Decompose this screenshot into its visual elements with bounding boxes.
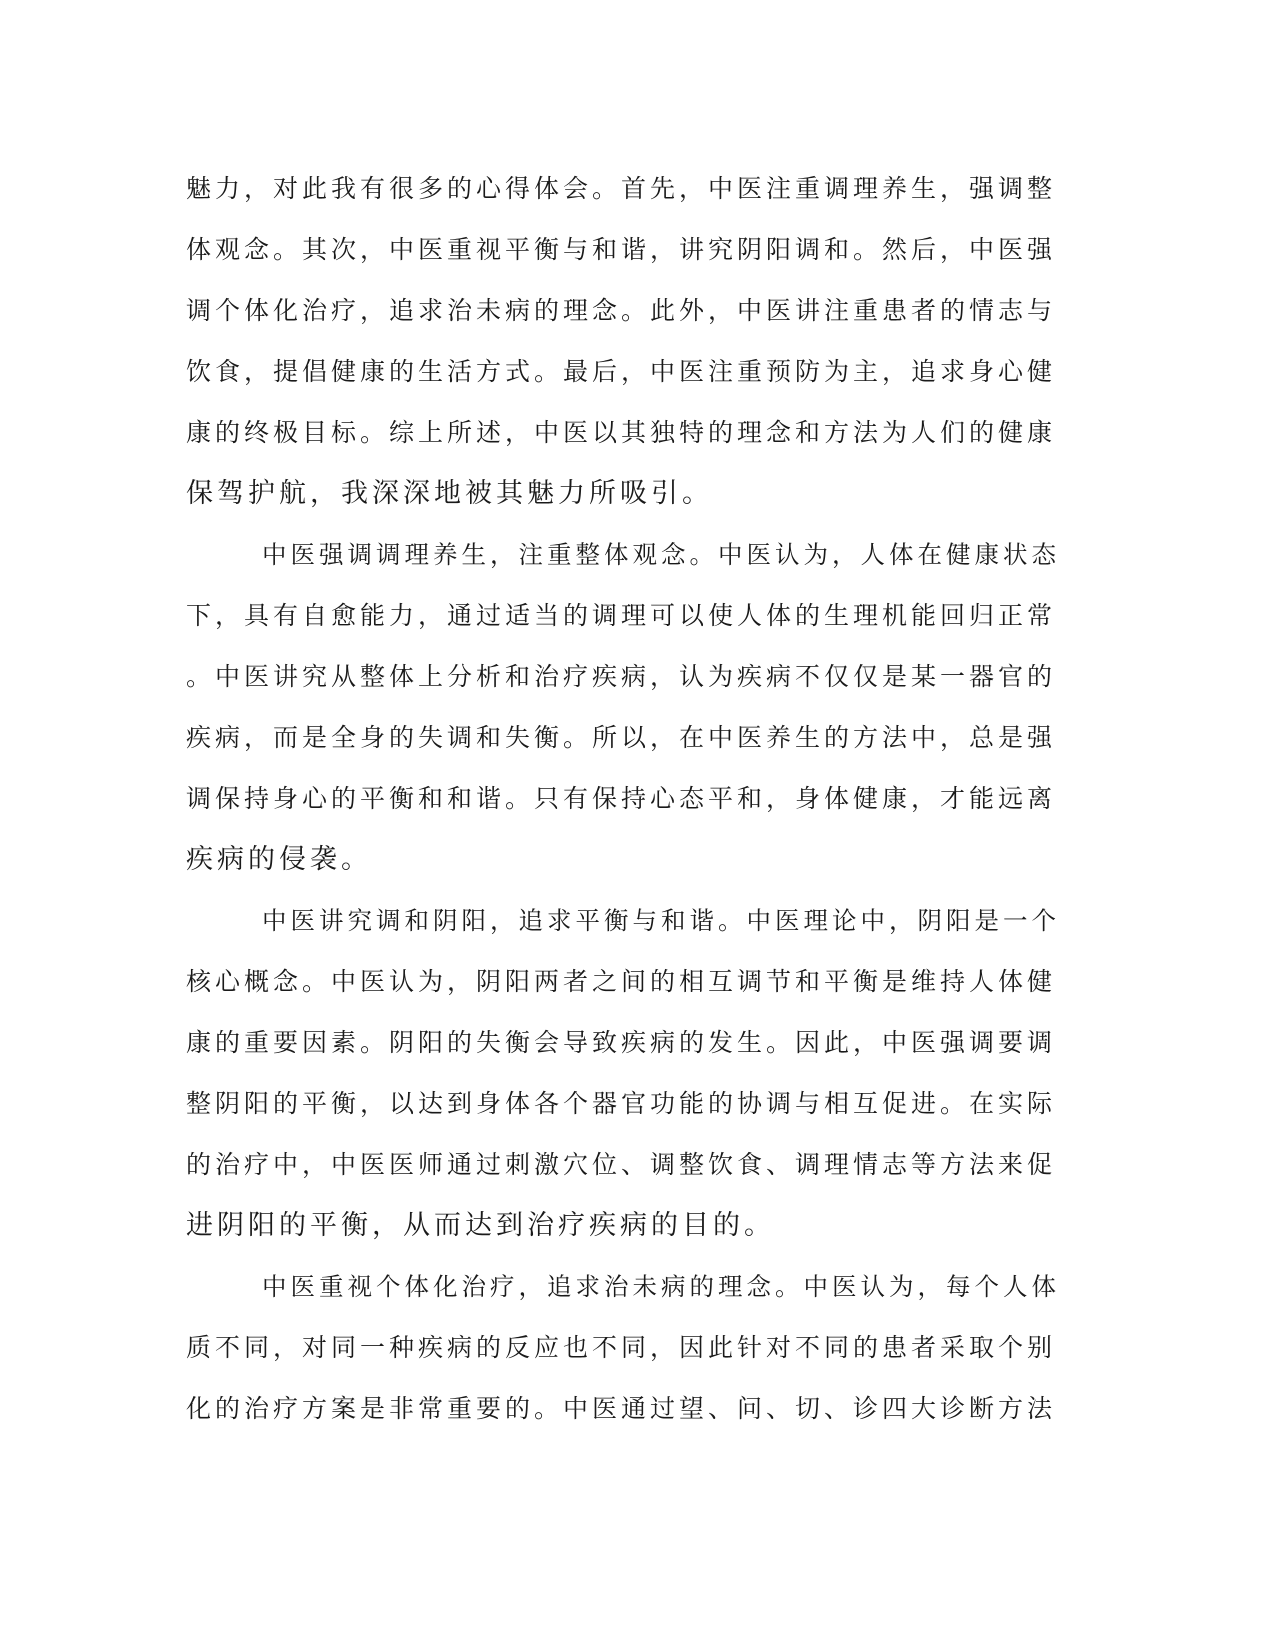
text-line: 化的治疗方案是非常重要的。中医通过望、问、切、诊四大诊断方法 (186, 1394, 1057, 1423)
text-line: 质不同，对同一种疾病的反应也不同，因此针对不同的患者采取个别 (186, 1333, 1057, 1362)
text-line: 进阴阳的平衡，从而达到治疗疾病的目的。 (186, 1210, 775, 1241)
text-line: 调保持身心的平衡和和谐。只有保持心态平和，身体健康，才能远离 (186, 784, 1057, 813)
text-line: 疾病的侵袭。 (186, 844, 372, 875)
paragraph-first-line: 中医重视个体化治疗，追求治未病的理念。中医认为，每个人体 (262, 1272, 1060, 1301)
text-line: 整阴阳的平衡，以达到身体各个器官功能的协调与相互促进。在实际 (186, 1089, 1057, 1118)
text-line: 下，具有自愈能力，通过适当的调理可以使人体的生理机能回归正常 (186, 601, 1057, 630)
text-line: 体观念。其次，中医重视平衡与和谐，讲究阴阳调和。然后，中医强 (186, 235, 1057, 264)
paragraph-first-line: 中医讲究调和阴阳，追求平衡与和谐。中医理论中，阴阳是一个 (262, 906, 1060, 935)
text-line: 康的重要因素。阴阳的失衡会导致疾病的发生。因此，中医强调要调 (186, 1028, 1057, 1057)
text-line: 康的终极目标。综上所述，中医以其独特的理念和方法为人们的健康 (186, 418, 1057, 447)
text-line: 疾病，而是全身的失调和失衡。所以，在中医养生的方法中，总是强 (186, 723, 1057, 752)
document-body (186, 158, 1066, 1439)
paragraph-first-line: 中医强调调理养生，注重整体观念。中医认为，人体在健康状态 (262, 540, 1060, 569)
text-line: 魅力，对此我有很多的心得体会。首先，中医注重调理养生，强调整 (186, 174, 1057, 203)
text-line: 的治疗中，中医医师通过刺激穴位、调整饮食、调理情志等方法来促 (186, 1150, 1057, 1179)
text-line: 保驾护航，我深深地被其魅力所吸引。 (186, 478, 713, 509)
text-line: 。中医讲究从整体上分析和治疗疾病，认为疾病不仅仅是某一器官的 (186, 662, 1057, 691)
text-line: 饮食，提倡健康的生活方式。最后，中医注重预防为主，追求身心健 (186, 357, 1057, 386)
text-line: 核心概念。中医认为，阴阳两者之间的相互调节和平衡是维持人体健 (186, 967, 1057, 996)
text-line: 调个体化治疗，追求治未病的理念。此外，中医讲注重患者的情志与 (186, 296, 1057, 325)
